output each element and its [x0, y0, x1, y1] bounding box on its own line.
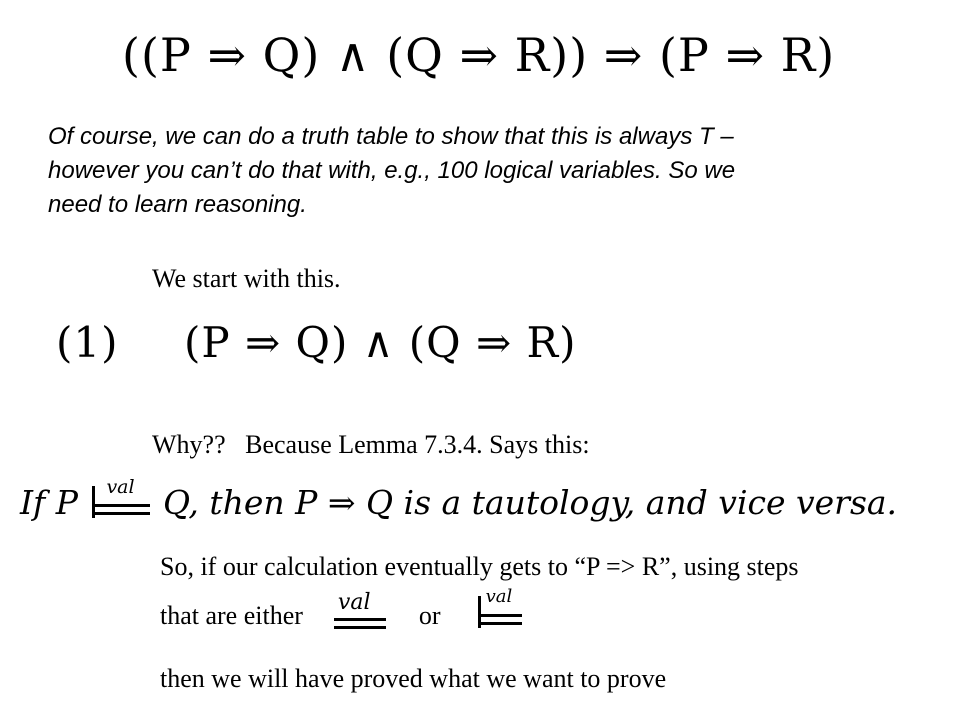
step-number: (1)	[56, 318, 119, 367]
conclusion-prefix: that are either	[160, 601, 303, 630]
paragraph-line-1: Of course, we can do a truth table to show that this is always T –	[48, 123, 734, 150]
entailment-small-label: val	[485, 586, 513, 607]
conclusion-line-1: So, if our calculation eventually gets to “P => R”, using steps	[160, 552, 799, 581]
equivalence-label: val	[337, 590, 371, 615]
lemma-part-2: Q, then P ⇒ Q is a tautology, and vice versa.	[162, 483, 898, 522]
why-text: Why?? Because Lemma 7.3.4. Says this:	[152, 430, 590, 459]
paragraph-line-3: need to learn reasoning.	[48, 191, 307, 218]
explanation-paragraph	[48, 120, 735, 222]
entailment-symbol-small	[476, 586, 524, 632]
conclusion-line-3: then we will have proved what we want to prove	[160, 664, 667, 693]
start-text: We start with this.	[152, 264, 341, 293]
semantic-entailment-symbol	[88, 476, 152, 520]
semantic-equivalence-symbol	[334, 590, 390, 632]
conclusion-line-2	[160, 586, 524, 632]
lemma-part-1: If P	[20, 483, 78, 522]
main-formula: ((P ⇒ Q) ∧ (Q ⇒ R)) ⇒ (P ⇒ R)	[122, 28, 836, 82]
paragraph-line-2: however you can’t do that with, e.g., 100 logical variables. So we	[48, 157, 736, 184]
step-formula: (P ⇒ Q) ∧ (Q ⇒ R)	[184, 318, 577, 367]
or-text: or	[418, 601, 441, 630]
entailment-label: val	[106, 476, 135, 498]
lemma-statement	[20, 476, 898, 522]
